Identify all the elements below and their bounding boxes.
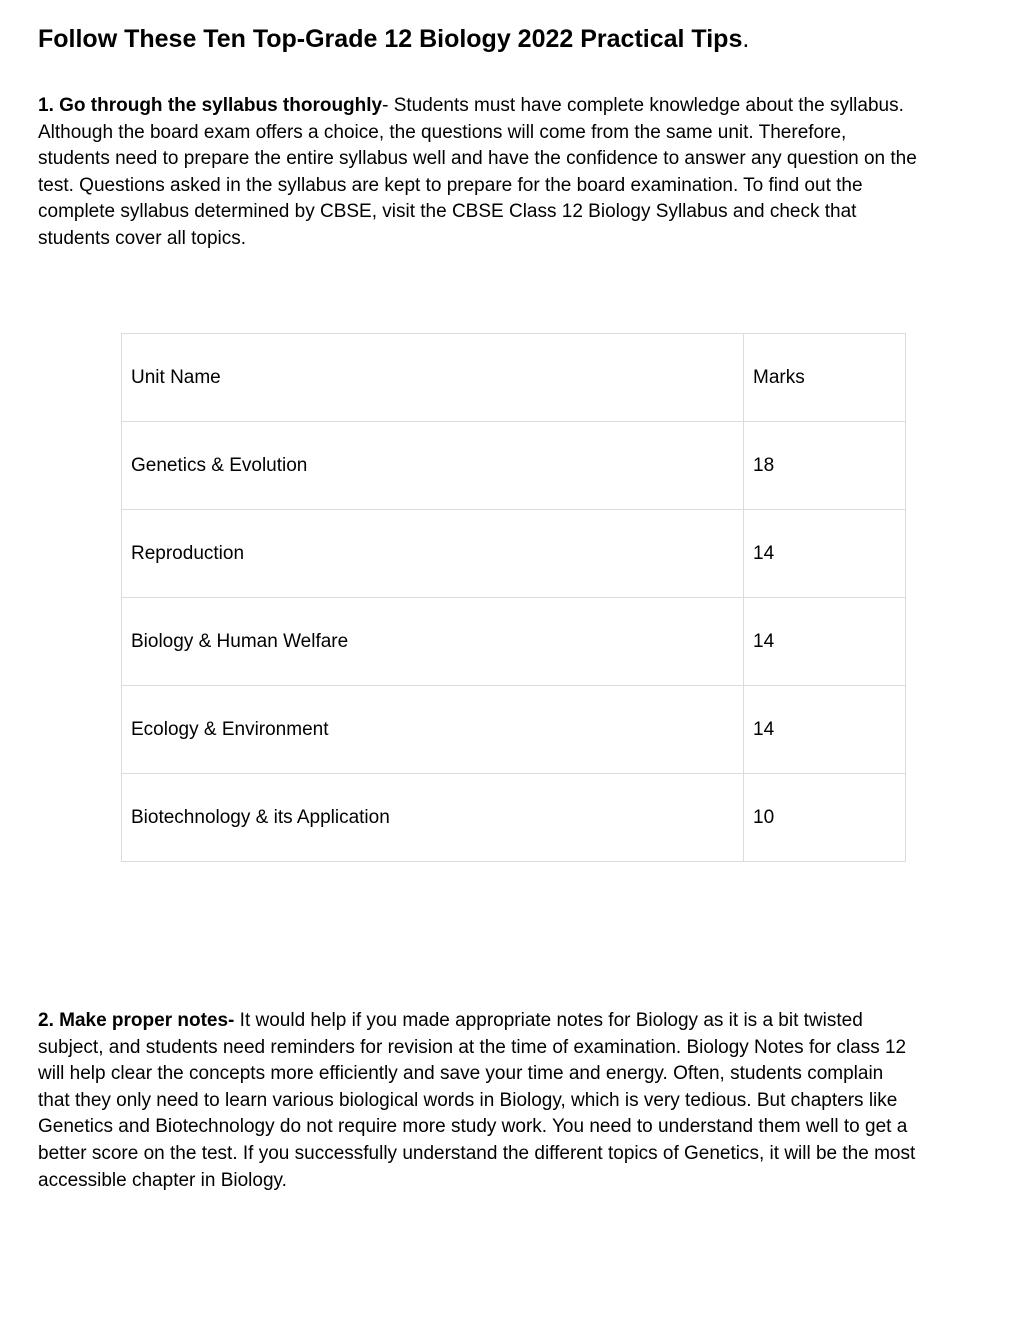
notes-tip-paragraph	[38, 1008, 918, 1194]
table-row	[122, 422, 906, 510]
unit-name-cell: Biotechnology & its Application	[122, 774, 744, 862]
unit-name-cell: Biology & Human Welfare	[122, 598, 744, 686]
table-row	[122, 510, 906, 598]
table-row	[122, 686, 906, 774]
marks-cell: 14	[744, 598, 906, 686]
syllabus-marks-table	[121, 333, 906, 862]
marks-cell: 14	[744, 510, 906, 598]
syllabus-tip-body: - Students must have complete knowledge about the syllabus. Although the board exam offers a choice, the questions will come from the same unit. Therefore, students need to prepare the entire syllabus well and have the confidence to answer any question on the test. Questions asked in the syllabus are kept to prepare for the board examination. To find out the complete syllabus determined by CBSE, visit the CBSE Class 12 Biology Syllabus and check that students cover all topics.	[38, 95, 917, 249]
table-row	[122, 774, 906, 862]
marks-header: Marks	[744, 334, 906, 422]
unit-name-cell: Reproduction	[122, 510, 744, 598]
notes-tip-body: It would help if you made appropriate notes for Biology as it is a bit twisted subject, and students need reminders for revision at the time of examination. Biology Notes for class 12 will help clear the concepts more efficiently and save your time and energy. Often, students complain that they only need to learn various biological words in Biology, which is very tedious. But chapters like Genetics and Biotechnology do not require more study work. You need to understand them well to get a better score on the test. If you successfully understand the different topics of Genetics, it will be the most accessible chapter in Biology.	[38, 1010, 916, 1191]
marks-cell: 14	[744, 686, 906, 774]
table-header-row	[122, 334, 906, 422]
page-title-text: Follow These Ten Top-Grade 12 Biology 2022 Practical Tips	[38, 25, 743, 53]
table-row	[122, 598, 906, 686]
marks-cell: 10	[744, 774, 906, 862]
syllabus-tip-paragraph	[38, 93, 918, 253]
marks-cell: 18	[744, 422, 906, 510]
syllabus-tip-heading: 1. Go through the syllabus thoroughly	[38, 95, 383, 116]
page-title	[38, 22, 749, 56]
unit-name-cell: Ecology & Environment	[122, 686, 744, 774]
unit-name-cell: Genetics & Evolution	[122, 422, 744, 510]
unit-name-header: Unit Name	[122, 334, 744, 422]
notes-tip-heading: 2. Make proper notes-	[38, 1010, 235, 1031]
page-title-period: .	[742, 25, 750, 53]
